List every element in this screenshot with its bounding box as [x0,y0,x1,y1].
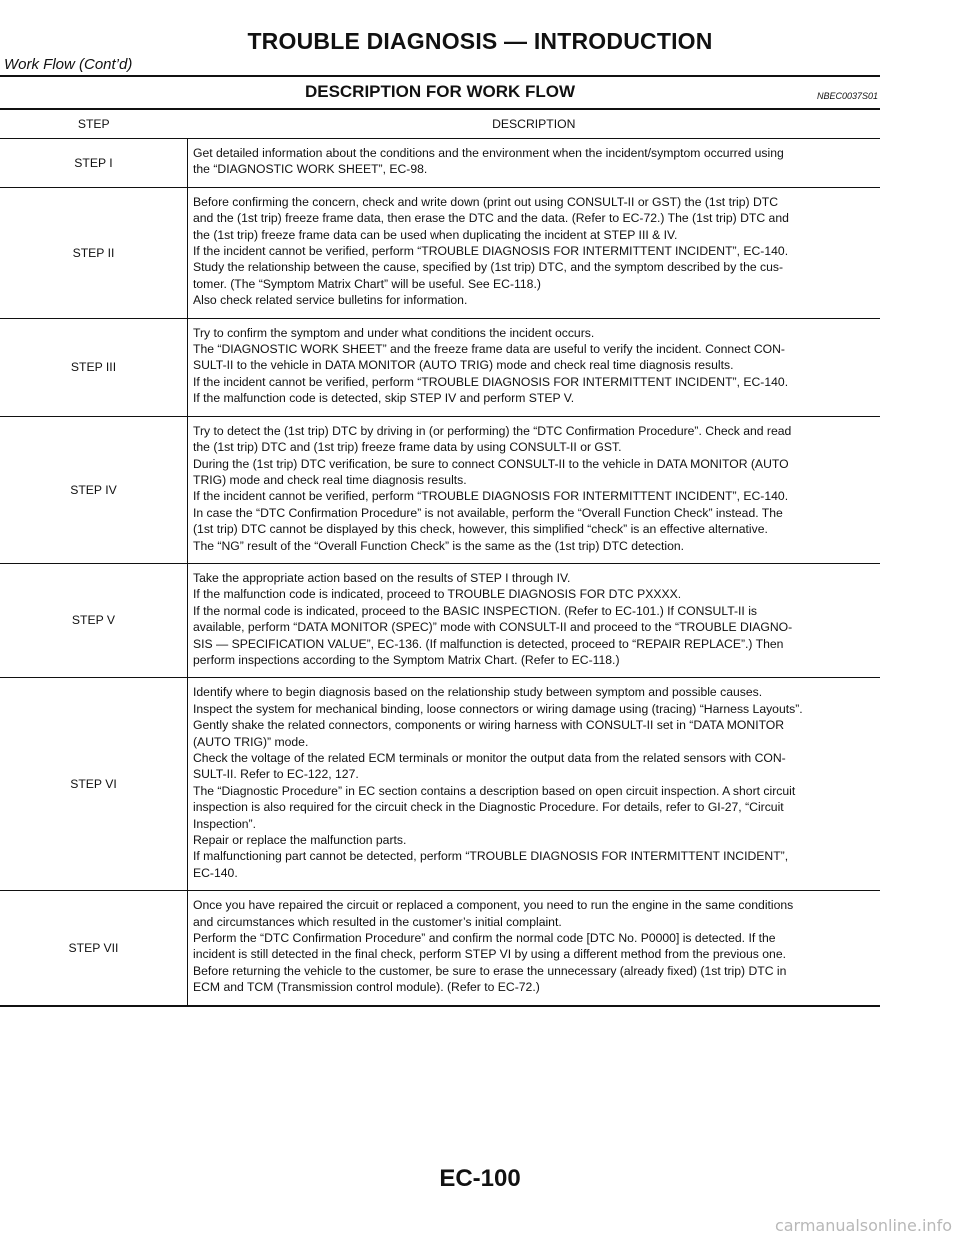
description-line: The “DIAGNOSTIC WORK SHEET” and the freeze frame data are useful to verify the incident. Connect CON- [193,342,785,357]
description-line: SULT-II. Refer to EC-122, 127. [193,767,359,782]
description-line: If the malfunction code is indicated, proceed to TROUBLE DIAGNOSIS FOR DTC PXXXX. [193,587,682,602]
description-line: If the incident cannot be verified, perform “TROUBLE DIAGNOSIS FOR INTERMITTENT INCIDENT”, EC-140. [193,489,789,504]
step-label: STEP I [0,139,188,188]
description-line: inspection is also required for the circuit check in the Diagnostic Procedure. For details, refer to GI-27, “Circuit [193,800,784,815]
table-row [0,139,880,188]
step-description [188,891,881,1006]
description-line: Inspect the system for mechanical binding, loose connectors or wiring damage using (tracing) “Harness Layouts”. [193,701,803,716]
description-line: If the normal code is indicated, proceed to the BASIC INSPECTION. (Refer to EC-101.) If CONSULT-II is [193,603,757,618]
description-line: SIS — SPECIFICATION VALUE”, EC-136. (If malfunction is detected, proceed to “REPAIR REPLACE”.) Then [193,636,784,651]
table-header-row [0,110,880,139]
description-line: Identify where to begin diagnosis based on the relationship study between symptom and possible causes. [193,685,763,700]
description-line: and circumstances which resulted in the customer’s initial complaint. [193,914,562,929]
table-row [0,891,880,1006]
header-rule [0,75,880,77]
step-label: STEP II [0,187,188,318]
column-header-description: DESCRIPTION [492,116,576,131]
table-row [0,318,880,416]
description-line: The “Diagnostic Procedure” in EC section contains a description based on open circuit inspection. A short circuit [193,783,796,798]
description-line: Check the voltage of the related ECM terminals or monitor the output data from the related sensors with CON- [193,751,786,765]
description-line: EC-140. [193,865,238,880]
page-number: EC-100 [439,1165,521,1192]
description-line: Take the appropriate action based on the results of STEP I through IV. [193,570,571,585]
description-line: the “DIAGNOSTIC WORK SHEET”, EC-98. [193,162,428,177]
description-line: Get detailed information about the conditions and the environment when the incident/symptom occurred using [193,146,784,160]
description-line: If the malfunction code is detected, skip STEP IV and perform STEP V. [193,391,575,406]
description-line: Before confirming the concern, check and write down (print out using CONSULT-II or GST) the (1st trip) DTC [193,194,778,209]
description-line: SULT-II to the vehicle in DATA MONITOR (AUTO TRIG) mode and check real time diagnosis results. [193,358,734,373]
description-line: TRIG) mode and check real time diagnosis results. [193,472,467,487]
column-header-step: STEP [77,116,110,131]
description-line: Try to detect the (1st trip) DTC by driving in (or performing) the “DTC Confirmation Procedure”. Check and read [193,423,792,438]
page-title: TROUBLE DIAGNOSIS — INTRODUCTION [247,28,713,54]
description-line: Gently shake the related connectors, components or wiring harness with CONSULT-II set in “DATA MONITOR [193,718,785,733]
section-code: NBEC0037S01 [816,91,878,101]
description-line: the (1st trip) DTC and (1st trip) freeze frame data by using CONSULT-II or GST. [193,440,622,455]
description-line: ECM and TCM (Transmission control module). (Refer to EC-72.) [193,980,540,995]
description-line: If malfunctioning part cannot be detected, perform “TROUBLE DIAGNOSIS FOR INTERMITTENT INCIDENT”, [193,849,789,864]
step-label: STEP III [0,318,188,416]
work-flow-table [0,110,880,1007]
step-description [188,563,881,677]
description-line: (1st trip) DTC cannot be displayed by this check, however, this simplified “check” is an effective alternative. [193,522,768,537]
description-line: Before returning the vehicle to the customer, be sure to erase the unnecessary (already fixed) (1st trip) DTC in [193,963,787,978]
step-label: STEP VI [0,678,188,891]
step-description [188,139,881,188]
description-line: available, perform “DATA MONITOR (SPEC)” mode with CONSULT-II and proceed to the “TROUBLE DIAGNO- [193,620,793,635]
table-row [0,187,880,318]
description-line: Also check related service bulletins for information. [193,293,468,308]
description-line: incident is still detected in the final check, perform STEP VI by using a different method from the previous one. [193,947,786,962]
description-line: If the incident cannot be verified, perform “TROUBLE DIAGNOSIS FOR INTERMITTENT INCIDENT”, EC-140. [193,374,789,389]
description-line: During the (1st trip) DTC verification, be sure to connect CONSULT-II to the vehicle in DATA MONITOR (AUTO [193,456,789,471]
step-description [188,187,881,318]
description-line: perform inspections according to the Symptom Matrix Chart. (Refer to EC-118.) [193,652,620,667]
step-label: STEP V [0,563,188,677]
step-description [188,416,881,563]
step-label: STEP IV [0,416,188,563]
description-line: Repair or replace the malfunction parts. [193,833,407,848]
table-row [0,563,880,677]
description-line: Once you have repaired the circuit or replaced a component, you need to run the engine in the same conditions [193,898,794,913]
page-subtitle: Work Flow (Cont’d) [4,56,133,73]
table-row [0,416,880,563]
step-label: STEP VII [0,891,188,1006]
table-row [0,678,880,891]
watermark[interactable]: carmanualsonline.info [774,1216,952,1235]
description-line: the (1st trip) freeze frame data can be used when duplicating the incident at STEP III & IV. [193,227,678,242]
description-line: Try to confirm the symptom and under what conditions the incident occurs. [193,325,595,340]
description-line: and the (1st trip) freeze frame data, then erase the DTC and the data. (Refer to EC-72.) The (1st trip) DTC and [193,211,789,226]
description-line: If the incident cannot be verified, perform “TROUBLE DIAGNOSIS FOR INTERMITTENT INCIDENT”, EC-140. [193,244,789,259]
step-description [188,318,881,416]
step-description [188,678,881,891]
description-line: In case the “DTC Confirmation Procedure” is not available, perform the “Overall Function Check” instead. The [193,505,783,520]
section-title: DESCRIPTION FOR WORK FLOW [304,82,576,101]
description-line: Perform the “DTC Confirmation Procedure” and confirm the normal code [DTC No. P0000] is detected. If the [193,931,776,946]
description-line: The “NG” result of the “Overall Function Check” is the same as the (1st trip) DTC detection. [193,538,685,553]
description-line: tomer. (The “Symptom Matrix Chart” will be useful. See EC-118.) [193,276,541,291]
description-line: Study the relationship between the cause, specified by (1st trip) DTC, and the symptom described by the cus- [193,260,784,275]
description-line: Inspection”. [193,816,257,831]
description-line: (AUTO TRIG)” mode. [193,734,309,749]
